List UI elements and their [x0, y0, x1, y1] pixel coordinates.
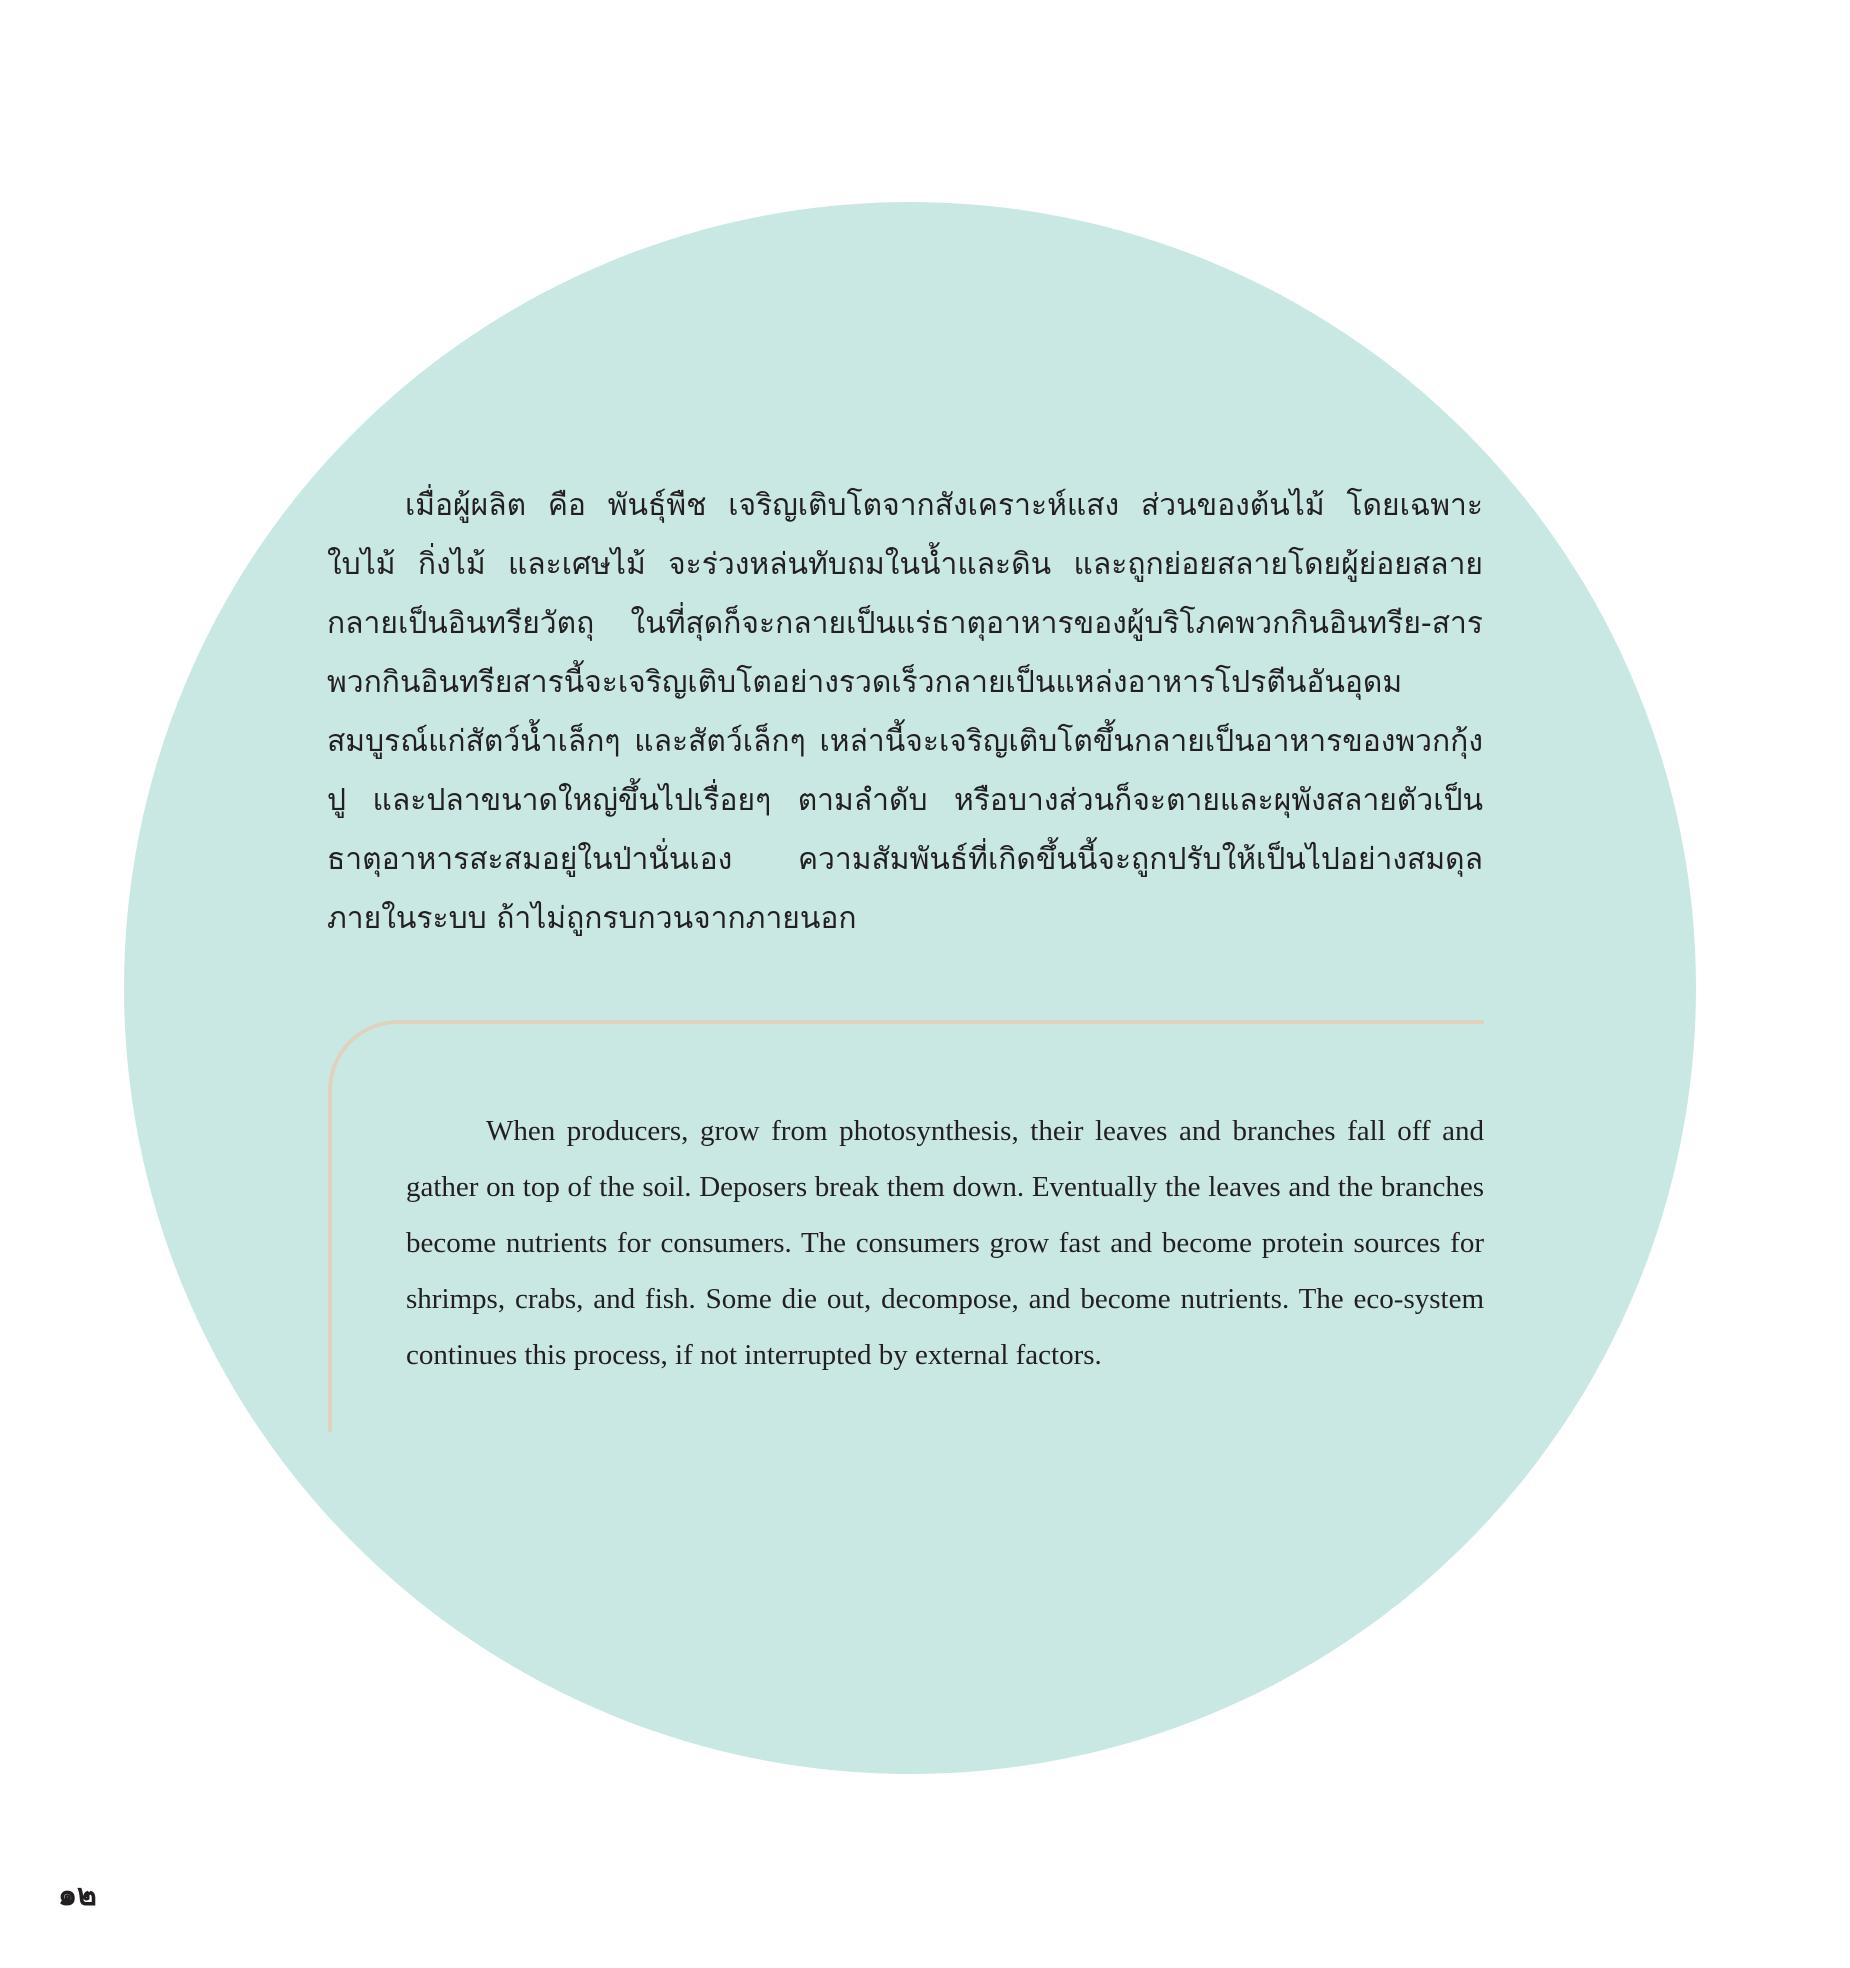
thai-paragraph: เมื่อผู้ผลิต คือ พันธุ์พืช เจริญเติบโตจากสังเคราะห์แสง ส่วนของต้นไม้ โดยเฉพาะใบไม้ กิ่งไม้ และเศษไม้ จะร่วงหล่นทับถมในน้ำและดิน และถูกย่อยสลายโดยผู้ย่อยสลาย กลายเป็นอินทรียวัตถุ ในที่สุดก็จะกลายเป็นแร่ธาตุอาหารของผู้บริโภคพวกกินอินทรีย-สาร พวกกินอินทรียสารนี้จะเจริญเติบโตอย่างรวดเร็วกลายเป็นแหล่งอาหารโปรตีนอันอุดมสมบูรณ์แก่สัตว์น้ำเล็กๆ และสัตว์เล็กๆ เหล่านี้จะเจริญเติบโตขึ้นกลายเป็นอาหารของพวกกุ้ง ปู และปลาขนาดใหญ่ขึ้นไปเรื่อยๆ ตามลำดับ หรือบางส่วนก็จะตายและผุพังสลายตัวเป็นธาตุอาหารสะสมอยู่ในป่านั่นเอง ความสัมพันธ์ที่เกิดขึ้นนี้จะถูกปรับให้เป็นไปอย่างสมดุลภายในระบบ ถ้าไม่ถูกรบกวนจากภายนอก: [327, 488, 1483, 936]
page-number: ๑๒: [58, 1878, 97, 1913]
english-paragraph: When producers, grow from photosynthesis, their leaves and branches fall off and gather on top of the soil. Deposers break them down. Eventually the leaves and the branches become nutrients for consumers. The consumers grow fast and become protein sources for shrimps, crabs, and fish. Some die out, decompose, and become nutrients. The eco-system continues this process, if not interrupted by external factors.: [406, 1115, 1484, 1371]
background-circle: [124, 202, 1696, 1774]
